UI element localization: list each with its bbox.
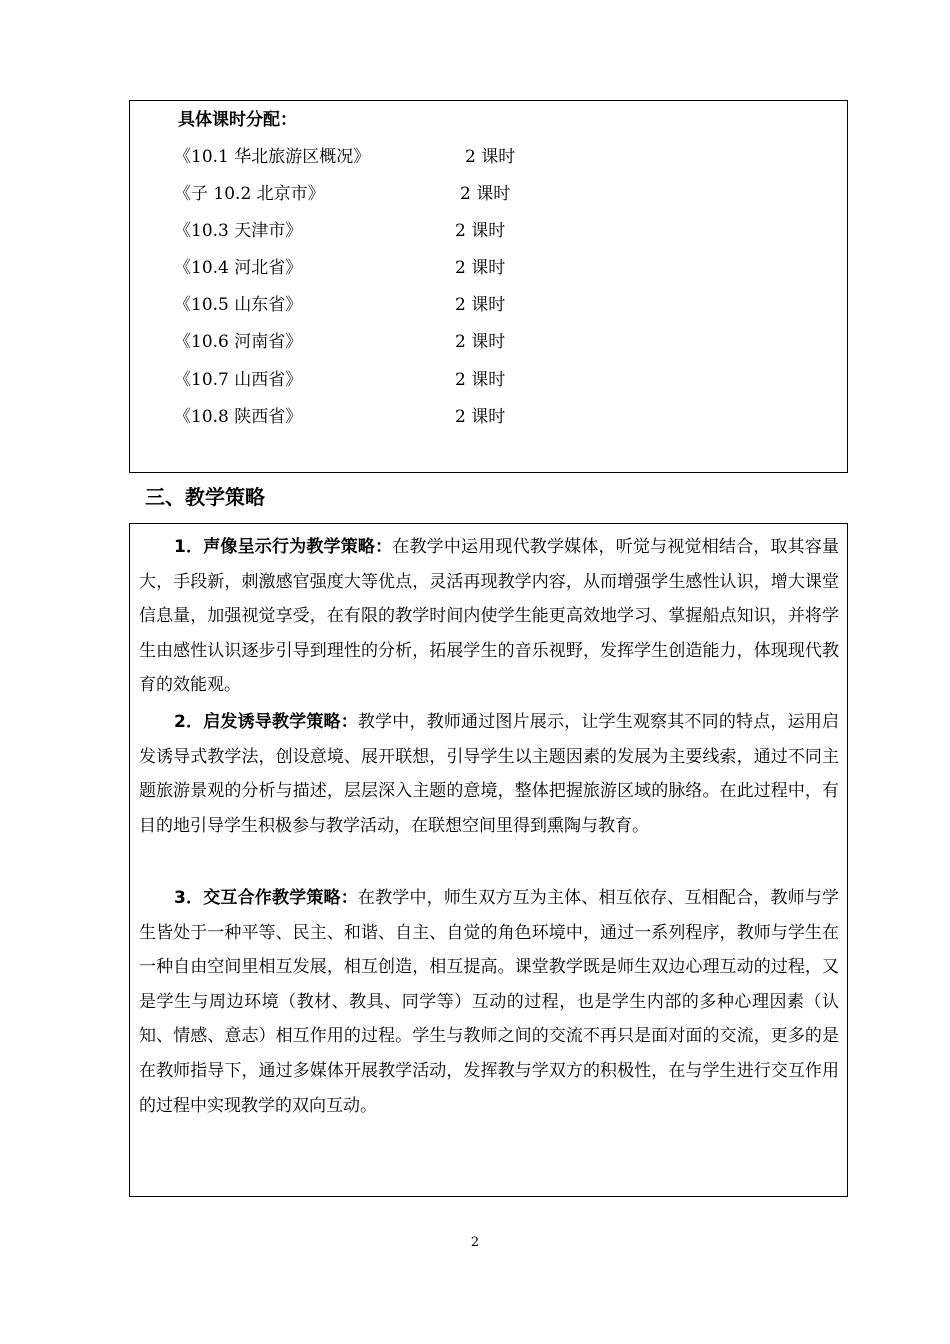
- lesson-name: 《10.4 河北省》: [174, 258, 303, 278]
- strategy-body: 在教学中，师生双方互为主体、相互依存、互相配合，教师与学生皆处于一种平等、民主、和谐、自主、自觉的角色环境中，通过一系列程序，教师与学生在一种自由空间里相互发展，相互创造，相互提高。课堂教学既是师生双边心理互动的过程，又是学生与周边环境（教材、教具、同学等）互动的过程，也是学生内部的多种心理因素（认知、情感、意志）相互作用的过程。学生与教师之间的交流不再只是面对面的交流，更多的是在教师指导下，通过多媒体开展教学活动，发挥教与学双方的积极性，在与学生进行交互作用的过程中实现教学的双向互动。: [139, 888, 839, 1116]
- lesson-hours: 2 课时: [455, 258, 506, 278]
- lesson-hours: 2 课时: [455, 407, 506, 427]
- allocation-title: 具体课时分配：: [178, 110, 297, 130]
- strategy-body: 在教学中运用现代教学媒体，听觉与视觉相结合，取其容量大，手段新，刺激感官强度大等优点，灵活再现教学内容，从而增强学生感性认识，增大课堂信息量，加强视觉享受，在有限的教学时间内使学生能更高效地学习、掌握船点知识，并将学生由感性认识逐步引导到理性的分析，拓展学生的音乐视野，发挥学生创造能力，体现现代教育的效能观。: [139, 537, 840, 696]
- lesson-hours: 2 课时: [455, 370, 506, 390]
- strategy-body: 教学中，教师通过图片展示，让学生观察其不同的特点，运用启发诱导式教学法，创设意境、展开联想，引导学生以主题因素的发展为主要线索，通过不同主题旅游景观的分析与描述，层层深入主题的意境，整体把握旅游区域的脉络。在此过程中，有目的地引导学生积极参与教学活动，在联想空间里得到熏陶与教育。: [139, 712, 839, 836]
- lesson-name: 《10.7 山西省》: [174, 370, 303, 390]
- strategy-paragraph: [139, 530, 839, 703]
- lesson-name: 《10.6 河南省》: [174, 332, 303, 352]
- strategy-lead: 1．声像呈示行为教学策略：: [174, 537, 393, 557]
- strategy-lead: 3．交互合作教学策略：: [174, 888, 358, 908]
- page-number: 2: [470, 1235, 480, 1250]
- strategy-paragraph: [139, 705, 839, 843]
- lesson-name: 《10.3 天津市》: [174, 221, 303, 241]
- lesson-hours: 2 课时: [465, 147, 516, 167]
- lesson-hours: 2 课时: [455, 221, 506, 241]
- teaching-strategy-box: [129, 523, 848, 1197]
- section-heading: 三、教学策略: [145, 485, 265, 509]
- course-allocation-box: [129, 100, 848, 473]
- lesson-name: 《10.1 华北旅游区概况》: [174, 147, 371, 167]
- strategy-paragraph: [139, 881, 839, 1123]
- lesson-name: 《10.8 陕西省》: [174, 407, 303, 427]
- lesson-hours: 2 课时: [460, 184, 511, 204]
- lesson-hours: 2 课时: [455, 295, 506, 315]
- lesson-name: 《10.5 山东省》: [174, 295, 303, 315]
- lesson-hours: 2 课时: [455, 332, 506, 352]
- lesson-name: 《子 10.2 北京市》: [174, 184, 325, 204]
- strategy-lead: 2．启发诱导教学策略：: [174, 712, 358, 732]
